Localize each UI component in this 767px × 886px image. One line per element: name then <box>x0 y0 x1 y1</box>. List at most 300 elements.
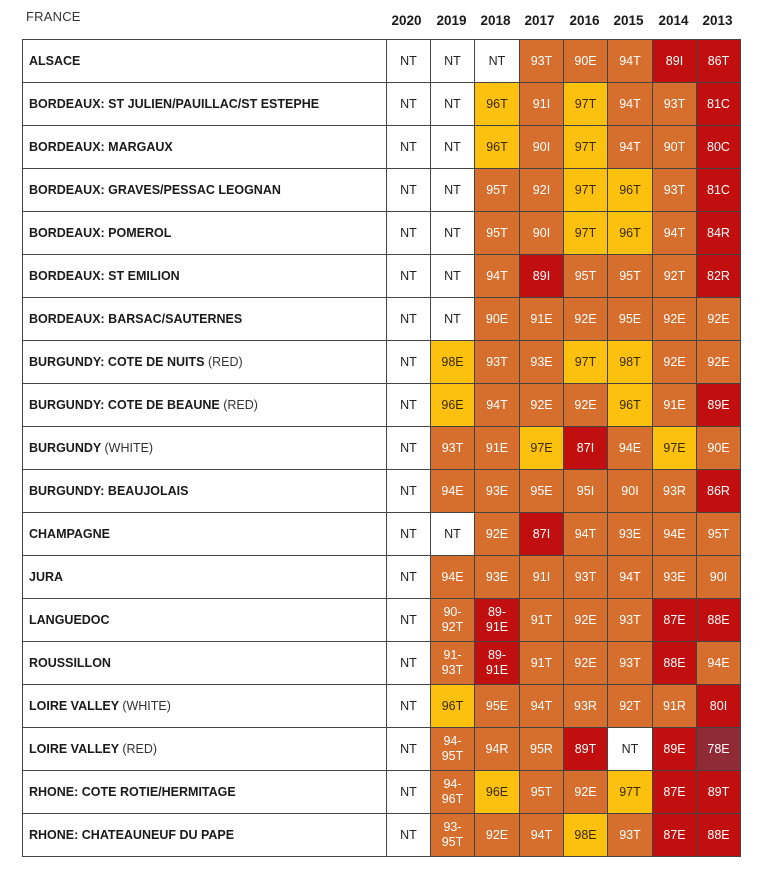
score-value: 93R <box>574 699 597 713</box>
score-cell-2015 <box>608 814 653 857</box>
region-name-cell <box>23 126 387 169</box>
score-value: 92E <box>574 785 597 799</box>
score-value: NT <box>400 828 417 842</box>
score-value: 93R <box>663 484 686 498</box>
vintage-row <box>23 771 741 814</box>
score-cell-2019 <box>431 83 475 126</box>
year-header-2016: 2016 <box>569 13 600 28</box>
score-cell-2014 <box>653 814 697 857</box>
score-value: 95E <box>618 312 642 326</box>
score-value: 92E <box>663 355 686 369</box>
vintage-row <box>23 685 741 728</box>
score-cell-2018 <box>475 728 520 771</box>
score-cell-2015 <box>608 384 653 427</box>
region-qualifier: (RED) <box>207 355 243 369</box>
region-name-cell <box>23 169 387 212</box>
score-cell-2016 <box>564 427 608 470</box>
score-value: 93E <box>485 484 509 498</box>
score-cell-2015 <box>608 169 653 212</box>
score-cell-2014 <box>653 642 697 685</box>
score-cell-2013 <box>697 126 741 169</box>
score-cell-2020 <box>387 470 431 513</box>
score-value: 94E <box>441 570 464 584</box>
score-value: 97T <box>574 183 597 197</box>
score-value: NT <box>400 312 417 326</box>
score-value: 95T <box>486 183 508 197</box>
vintage-row <box>23 341 741 384</box>
score-value: NT <box>444 140 461 154</box>
score-value: NT <box>488 54 506 68</box>
score-value: 93T <box>619 828 641 842</box>
score-value: NT <box>444 312 461 326</box>
region-name: ROUSSILLON <box>29 656 111 670</box>
score-cell-2016 <box>564 728 608 771</box>
score-cell-2017 <box>520 599 564 642</box>
region-name-cell <box>23 556 387 599</box>
score-cell-2017 <box>520 642 564 685</box>
score-value: 93T <box>530 54 553 68</box>
score-value: 94- 96T <box>441 777 464 806</box>
region-name: LOIRE VALLEY <box>29 742 119 756</box>
score-value: NT <box>400 97 417 111</box>
score-cell-2014 <box>653 556 697 599</box>
score-value: 94T <box>663 226 686 240</box>
score-value: 97E <box>530 441 553 455</box>
score-value: NT <box>444 269 461 283</box>
score-value: 96T <box>486 97 508 111</box>
score-cell-2020 <box>387 685 431 728</box>
score-value: 92E <box>485 828 509 842</box>
score-cell-2016 <box>564 255 608 298</box>
region-qualifier: (WHITE) <box>122 699 171 713</box>
score-value: 94E <box>618 441 642 455</box>
year-header-2014: 2014 <box>658 13 689 28</box>
year-header-2020: 2020 <box>391 13 422 28</box>
region-name: BORDEAUX: ST EMILION <box>29 269 180 283</box>
score-cell-2017 <box>520 427 564 470</box>
score-cell-2014 <box>653 728 697 771</box>
score-value: NT <box>400 183 417 197</box>
score-cell-2019 <box>431 642 475 685</box>
score-cell-2017 <box>520 384 564 427</box>
region-name-cell <box>23 642 387 685</box>
score-cell-2019 <box>431 384 475 427</box>
score-value: 92I <box>532 183 551 197</box>
score-value: NT <box>400 527 417 541</box>
region-name: JURA <box>29 570 64 584</box>
score-value: 81C <box>707 97 730 111</box>
score-cell-2020 <box>387 341 431 384</box>
score-cell-2020 <box>387 599 431 642</box>
score-value: 88E <box>707 613 730 627</box>
vintage-row <box>23 728 741 771</box>
score-cell-2020 <box>387 255 431 298</box>
score-cell-2014 <box>653 599 697 642</box>
score-value: 92T <box>619 699 641 713</box>
score-value: 97T <box>574 355 597 369</box>
score-value: 78E <box>707 742 730 756</box>
score-value: 92E <box>574 656 597 670</box>
score-value: 90I <box>709 570 728 584</box>
score-cell-2018 <box>475 556 520 599</box>
score-value: 89E <box>707 398 730 412</box>
score-cell-2016 <box>564 771 608 814</box>
score-value: 94T <box>486 398 508 412</box>
score-value: 89T <box>574 742 597 756</box>
score-value: 94E <box>663 527 686 541</box>
score-value: NT <box>400 742 417 756</box>
score-value: NT <box>444 54 461 68</box>
region-title: FRANCE <box>26 9 81 24</box>
score-value: NT <box>400 140 417 154</box>
score-value: 96T <box>619 183 641 197</box>
score-cell-2020 <box>387 40 431 83</box>
score-cell-2020 <box>387 212 431 255</box>
score-cell-2016 <box>564 126 608 169</box>
region-name: BORDEAUX: GRAVES/PESSAC LEOGNAN <box>29 183 281 197</box>
score-cell-2016 <box>564 384 608 427</box>
score-cell-2018 <box>475 384 520 427</box>
score-cell-2016 <box>564 470 608 513</box>
score-cell-2013 <box>697 83 741 126</box>
score-value: NT <box>621 742 639 756</box>
score-value: 95T <box>619 269 641 283</box>
score-cell-2013 <box>697 642 741 685</box>
score-cell-2015 <box>608 83 653 126</box>
score-cell-2014 <box>653 427 697 470</box>
score-cell-2014 <box>653 298 697 341</box>
score-value: NT <box>400 54 417 68</box>
score-cell-2013 <box>697 427 741 470</box>
score-cell-2018 <box>475 169 520 212</box>
region-name-cell <box>23 427 387 470</box>
score-cell-2018 <box>475 212 520 255</box>
score-value: 94T <box>486 269 508 283</box>
score-value: 90T <box>663 140 686 154</box>
score-value: 97T <box>574 97 597 111</box>
score-value: 94E <box>707 656 730 670</box>
vintage-row <box>23 126 741 169</box>
score-value: 82R <box>707 269 730 283</box>
score-cell-2014 <box>653 126 697 169</box>
vintage-row <box>23 83 741 126</box>
region-name-cell <box>23 470 387 513</box>
score-value: 91I <box>532 570 551 584</box>
score-cell-2013 <box>697 298 741 341</box>
score-cell-2019 <box>431 728 475 771</box>
region-name-cell <box>23 298 387 341</box>
vintage-row <box>23 427 741 470</box>
score-value: 98E <box>574 828 597 842</box>
score-value: 93T <box>441 441 464 455</box>
score-cell-2014 <box>653 212 697 255</box>
score-value: 87E <box>663 785 686 799</box>
region-name-cell <box>23 40 387 83</box>
vintage-row <box>23 642 741 685</box>
score-value: 89I <box>532 269 551 283</box>
score-value: 94T <box>619 570 641 584</box>
score-value: 93E <box>530 355 553 369</box>
region-name: BORDEAUX: ST JULIEN/PAUILLAC/ST ESTEPHE <box>29 97 320 111</box>
score-value: NT <box>400 355 417 369</box>
score-value: 96T <box>441 699 464 713</box>
score-cell-2019 <box>431 685 475 728</box>
score-cell-2017 <box>520 255 564 298</box>
score-value: 86R <box>707 484 730 498</box>
score-cell-2014 <box>653 341 697 384</box>
region-name-cell <box>23 814 387 857</box>
score-cell-2019 <box>431 513 475 556</box>
score-cell-2015 <box>608 126 653 169</box>
score-cell-2013 <box>697 513 741 556</box>
score-cell-2014 <box>653 685 697 728</box>
score-cell-2016 <box>564 169 608 212</box>
region-qualifier: (RED) <box>122 742 158 756</box>
score-value: NT <box>400 785 417 799</box>
region-name: RHONE: COTE ROTIE/HERMITAGE <box>29 785 236 799</box>
score-value: NT <box>444 527 461 541</box>
score-value: 92E <box>485 527 509 541</box>
score-value: 92E <box>574 398 597 412</box>
score-value: 94E <box>441 484 464 498</box>
score-cell-2019 <box>431 126 475 169</box>
score-value: NT <box>400 269 417 283</box>
score-value: 89- 91E <box>485 605 509 634</box>
region-name-cell <box>23 685 387 728</box>
score-cell-2017 <box>520 169 564 212</box>
score-cell-2014 <box>653 384 697 427</box>
score-value: NT <box>400 484 417 498</box>
region-name: ALSACE <box>29 54 81 68</box>
year-header-2017: 2017 <box>524 13 555 28</box>
score-value: 93E <box>485 570 509 584</box>
score-cell-2017 <box>520 126 564 169</box>
region-name-cell <box>23 771 387 814</box>
score-cell-2014 <box>653 40 697 83</box>
vintage-row <box>23 384 741 427</box>
score-value: NT <box>444 97 461 111</box>
score-value: NT <box>444 183 461 197</box>
score-cell-2017 <box>520 513 564 556</box>
vintage-row <box>23 599 741 642</box>
score-cell-2014 <box>653 513 697 556</box>
score-value: 90E <box>485 312 509 326</box>
region-name-cell <box>23 728 387 771</box>
score-cell-2013 <box>697 341 741 384</box>
score-cell-2018 <box>475 255 520 298</box>
score-cell-2013 <box>697 685 741 728</box>
vintage-row <box>23 513 741 556</box>
score-cell-2020 <box>387 298 431 341</box>
score-value: 93T <box>619 656 641 670</box>
score-value: 86T <box>707 54 730 68</box>
score-cell-2013 <box>697 255 741 298</box>
score-cell-2016 <box>564 513 608 556</box>
region-name-cell <box>23 599 387 642</box>
score-cell-2020 <box>387 814 431 857</box>
score-cell-2019 <box>431 771 475 814</box>
year-header-2015: 2015 <box>613 13 644 28</box>
score-cell-2015 <box>608 513 653 556</box>
score-value: 90- 92T <box>441 605 464 634</box>
score-cell-2017 <box>520 40 564 83</box>
score-value: 95I <box>576 484 595 498</box>
vintage-row <box>23 814 741 857</box>
score-cell-2016 <box>564 83 608 126</box>
score-cell-2019 <box>431 599 475 642</box>
score-cell-2015 <box>608 599 653 642</box>
score-value: NT <box>400 656 417 670</box>
score-value: 96T <box>486 140 508 154</box>
score-value: 80C <box>707 140 730 154</box>
score-cell-2013 <box>697 814 741 857</box>
score-value: 94R <box>485 742 509 756</box>
score-value: 90I <box>621 484 639 498</box>
score-cell-2018 <box>475 599 520 642</box>
score-cell-2018 <box>475 341 520 384</box>
score-value: 92E <box>663 312 686 326</box>
score-cell-2019 <box>431 427 475 470</box>
score-value: 91E <box>530 312 553 326</box>
score-value: 92E <box>574 312 597 326</box>
score-value: 97E <box>663 441 686 455</box>
score-cell-2019 <box>431 169 475 212</box>
score-value: NT <box>400 441 417 455</box>
score-cell-2019 <box>431 298 475 341</box>
region-name: LANGUEDOC <box>29 613 110 627</box>
score-cell-2016 <box>564 298 608 341</box>
score-cell-2018 <box>475 40 520 83</box>
score-cell-2015 <box>608 255 653 298</box>
score-value: 97T <box>619 785 641 799</box>
score-value: 88E <box>663 656 686 670</box>
region-name: BORDEAUX: POMEROL <box>29 226 172 240</box>
score-cell-2016 <box>564 642 608 685</box>
vintage-row <box>23 298 741 341</box>
score-value: 89T <box>707 785 730 799</box>
region-name: CHAMPAGNE <box>29 527 111 541</box>
score-cell-2018 <box>475 83 520 126</box>
score-cell-2016 <box>564 556 608 599</box>
year-header-2019: 2019 <box>436 13 467 28</box>
score-cell-2015 <box>608 40 653 83</box>
region-name: RHONE: CHATEAUNEUF DU PAPE <box>29 828 235 842</box>
score-value: 90E <box>707 441 730 455</box>
score-cell-2015 <box>608 341 653 384</box>
score-value: 93E <box>663 570 686 584</box>
score-value: 89E <box>663 742 686 756</box>
score-value: 81C <box>707 183 730 197</box>
score-value: 91E <box>663 398 686 412</box>
score-cell-2017 <box>520 556 564 599</box>
year-header-2013: 2013 <box>702 13 733 28</box>
score-value: NT <box>400 226 417 240</box>
score-cell-2019 <box>431 470 475 513</box>
score-value: 91T <box>530 656 553 670</box>
score-value: 93E <box>618 527 642 541</box>
score-cell-2013 <box>697 212 741 255</box>
region-name-cell <box>23 255 387 298</box>
score-cell-2017 <box>520 771 564 814</box>
score-value: 94T <box>619 54 641 68</box>
score-cell-2013 <box>697 771 741 814</box>
score-value: 90I <box>532 226 551 240</box>
score-cell-2020 <box>387 427 431 470</box>
score-cell-2013 <box>697 384 741 427</box>
score-cell-2020 <box>387 728 431 771</box>
score-cell-2016 <box>564 341 608 384</box>
score-value: 97T <box>574 226 597 240</box>
region-name-cell <box>23 83 387 126</box>
score-value: 95T <box>486 226 508 240</box>
score-cell-2013 <box>697 40 741 83</box>
score-cell-2018 <box>475 642 520 685</box>
score-cell-2018 <box>475 470 520 513</box>
region-qualifier: (RED) <box>223 398 258 412</box>
region-name: BURGUNDY <box>29 441 101 455</box>
score-value: 95R <box>530 742 553 756</box>
score-value: 87I <box>576 441 595 455</box>
score-cell-2018 <box>475 814 520 857</box>
score-value: NT <box>400 398 417 412</box>
score-cell-2018 <box>475 513 520 556</box>
score-value: 88E <box>707 828 730 842</box>
score-value: 92E <box>574 613 597 627</box>
score-cell-2015 <box>608 685 653 728</box>
score-value: 95T <box>574 269 597 283</box>
score-value: 90I <box>532 140 551 154</box>
region-name-cell <box>23 341 387 384</box>
score-cell-2019 <box>431 255 475 298</box>
score-cell-2019 <box>431 341 475 384</box>
score-value: 87E <box>663 828 686 842</box>
score-cell-2020 <box>387 642 431 685</box>
score-value: 98E <box>441 355 464 369</box>
vintage-chart-table <box>22 39 741 857</box>
score-value: 98T <box>619 355 641 369</box>
score-cell-2017 <box>520 685 564 728</box>
score-value: NT <box>400 570 417 584</box>
score-value: 91T <box>530 613 553 627</box>
score-cell-2017 <box>520 341 564 384</box>
region-name: BURGUNDY: BEAUJOLAIS <box>29 484 189 498</box>
score-cell-2020 <box>387 169 431 212</box>
score-cell-2017 <box>520 814 564 857</box>
region-name-cell <box>23 212 387 255</box>
score-cell-2020 <box>387 83 431 126</box>
score-value: 95T <box>707 527 730 541</box>
score-cell-2016 <box>564 40 608 83</box>
score-cell-2015 <box>608 470 653 513</box>
vintage-row <box>23 255 741 298</box>
score-value: 87E <box>663 613 686 627</box>
score-cell-2018 <box>475 427 520 470</box>
score-value: 94T <box>530 699 553 713</box>
year-header-2018: 2018 <box>480 13 511 28</box>
score-value: 96E <box>441 398 464 412</box>
score-cell-2014 <box>653 83 697 126</box>
score-value: NT <box>400 699 417 713</box>
score-value: 96T <box>619 226 641 240</box>
score-value: 93T <box>663 183 686 197</box>
score-cell-2018 <box>475 771 520 814</box>
score-value: 95T <box>530 785 553 799</box>
score-cell-2018 <box>475 298 520 341</box>
score-cell-2016 <box>564 599 608 642</box>
score-cell-2017 <box>520 212 564 255</box>
score-value: 95E <box>485 699 509 713</box>
score-cell-2017 <box>520 83 564 126</box>
